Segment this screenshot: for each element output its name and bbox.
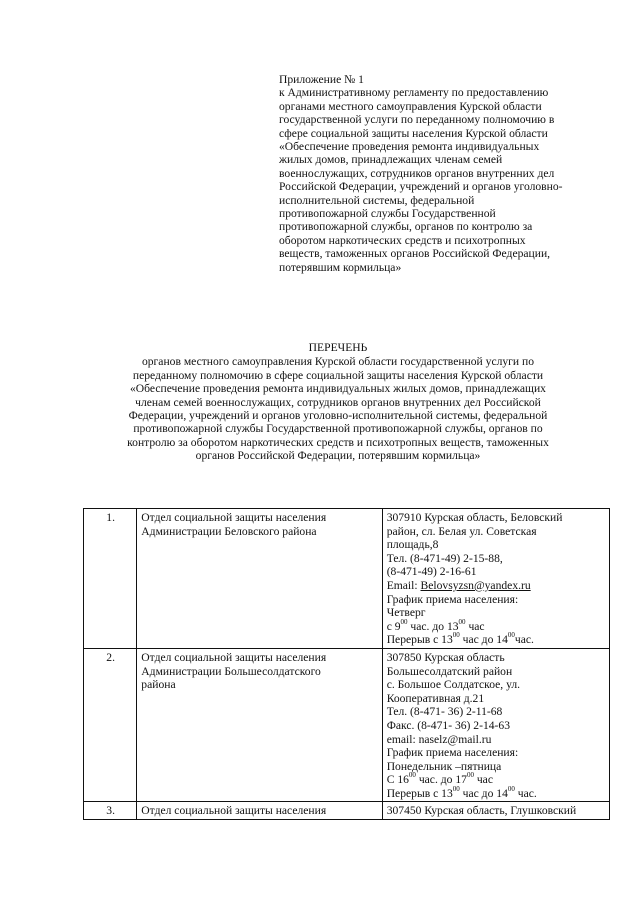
appendix-line: противопожарной службы, органов по контролю за bbox=[279, 220, 533, 234]
appendix-line: противопожарной службы Государственной bbox=[279, 207, 496, 221]
break-text: Перерыв с bbox=[386, 786, 442, 800]
office-name-line: района bbox=[141, 678, 176, 692]
title-line: противопожарной службы Государственной противопожарной службы, органов по bbox=[133, 422, 543, 436]
hours-from-minutes: 00 bbox=[408, 771, 416, 780]
table-row bbox=[84, 509, 610, 649]
hours-text: час. до bbox=[415, 773, 456, 787]
title-heading: ПЕРЕЧЕНЬ bbox=[308, 341, 368, 354]
appendix-line: исполнительной системы, федеральной bbox=[279, 193, 475, 207]
break-from-minutes: 00 bbox=[452, 785, 460, 794]
row-number: 1. bbox=[84, 509, 137, 649]
break-to-minutes: 00 bbox=[507, 631, 515, 640]
table-row bbox=[84, 802, 610, 820]
title-line: органов местного самоуправления Курской области государственной услуги по bbox=[141, 355, 535, 369]
break-from-minutes: 00 bbox=[452, 631, 460, 640]
address-line: 307850 Курская область bbox=[386, 650, 505, 664]
schedule-label: График приема населения: bbox=[386, 746, 519, 760]
appendix-line: сфере социальной защиты населения Курской области bbox=[279, 126, 548, 140]
email-link[interactable]: naselz@mail.ru bbox=[418, 732, 492, 746]
office-name-cell bbox=[137, 509, 382, 649]
phone-line: Тел. (8-471- 36) 2-11-68 bbox=[386, 705, 503, 719]
hours-text: С bbox=[386, 773, 398, 787]
break-hours bbox=[387, 787, 606, 801]
hours-text: с bbox=[386, 619, 395, 633]
address-line: с. Большое Солдатское, ул. bbox=[386, 678, 521, 692]
hours-text: час bbox=[465, 619, 485, 633]
address-line: площадь,8 bbox=[386, 538, 439, 552]
hours-to: 13 bbox=[446, 619, 459, 633]
hours-to-minutes: 00 bbox=[466, 771, 474, 780]
title-line: органов Российской Федерации, потерявшим кормильца» bbox=[195, 449, 481, 463]
email-line bbox=[387, 733, 606, 747]
email-line bbox=[387, 579, 606, 593]
email-label: email: bbox=[386, 732, 419, 746]
table-row bbox=[84, 648, 610, 802]
office-contacts-cell bbox=[382, 648, 609, 802]
address-line: 307450 Курская область, Глушковский bbox=[386, 804, 577, 818]
break-text: час. bbox=[514, 633, 534, 647]
appendix-line: потерявшим кормильца» bbox=[279, 260, 402, 274]
appendix-line: «Обеспечение проведения ремонта индивидуальных bbox=[279, 140, 540, 154]
hours-from-minutes: 00 bbox=[400, 617, 408, 626]
office-name-cell bbox=[137, 648, 382, 802]
break-from: 13 bbox=[441, 786, 453, 800]
appendix-line: Российской Федерации, учреждений и органов уголовно- bbox=[279, 180, 563, 194]
appendix-line: Приложение № 1 bbox=[279, 73, 364, 86]
address-line: район, сл. Белая ул. Советская bbox=[386, 524, 537, 538]
schedule-days: Четверг bbox=[386, 606, 426, 620]
address-line: Большесолдатский район bbox=[386, 664, 513, 678]
document-title bbox=[90, 341, 586, 463]
office-contacts-cell bbox=[382, 509, 609, 649]
break-hours bbox=[387, 633, 606, 647]
fax-line: Факс. (8-471- 36) 2-14-63 bbox=[386, 718, 511, 732]
row-number: 3. bbox=[84, 802, 137, 820]
schedule-days: Понедельник –пятница bbox=[386, 759, 502, 773]
row-number: 2. bbox=[84, 648, 137, 802]
break-to-minutes: 00 bbox=[507, 785, 515, 794]
break-text: час до bbox=[459, 633, 497, 647]
appendix-line: к Административному регламенту по предоставлению bbox=[279, 86, 549, 100]
title-line: переданному полномочию в сфере социальной защиты населения Курской области bbox=[132, 368, 544, 382]
address-line: Кооперативная д.21 bbox=[386, 691, 485, 705]
office-name-line: Отдел социальной защиты населения bbox=[141, 804, 327, 818]
office-name-cell bbox=[137, 802, 382, 820]
address-line: 307910 Курская область, Беловский bbox=[386, 511, 563, 524]
schedule-label: График приема населения: bbox=[386, 592, 519, 606]
appendix-line: военнослужащих, сотрудников органов внутренних дел bbox=[279, 166, 555, 180]
appendix-line: органами местного самоуправления Курской области bbox=[279, 99, 542, 113]
office-name-line: Администрации Беловского района bbox=[141, 524, 317, 538]
email-link[interactable]: Belovsyzsn@yandex.ru bbox=[420, 578, 531, 592]
break-to: 14 bbox=[496, 633, 508, 647]
hours-from: 9 bbox=[394, 619, 401, 633]
hours-text: час. до bbox=[407, 619, 447, 633]
title-line: Федерации, учреждений и органов уголовно-исполнительной системы, федеральной bbox=[128, 409, 548, 423]
reception-hours bbox=[387, 773, 606, 787]
break-to: 14 bbox=[496, 786, 508, 800]
break-text: час. bbox=[514, 786, 537, 800]
appendix-line: веществ, таможенных органов Российской Федерации, bbox=[279, 247, 551, 261]
hours-text: час bbox=[473, 773, 493, 787]
offices-table bbox=[83, 508, 610, 820]
reception-hours bbox=[386, 617, 606, 634]
office-name-line: Администрации Большесолдатского bbox=[141, 664, 321, 678]
office-contacts-cell bbox=[382, 802, 609, 820]
email-label: Email: bbox=[386, 578, 421, 592]
phone-line: Тел. (8-471-49) 2-15-88, bbox=[386, 551, 503, 565]
hours-from: 16 bbox=[397, 773, 409, 787]
appendix-header bbox=[279, 73, 609, 274]
break-text: час до bbox=[459, 786, 497, 800]
title-line: членам семей военнослужащих, сотрудников органов внутренних дел Российской bbox=[135, 395, 541, 409]
break-from: 13 bbox=[441, 633, 453, 647]
hours-to: 17 bbox=[455, 773, 467, 787]
title-line: контролю за оборотом наркотических средств и психотропных веществ, таможенных bbox=[127, 435, 549, 449]
title-line: «Обеспечение проведения ремонта индивидуальных жилых домов, принадлежащих bbox=[130, 382, 546, 396]
appendix-line: жилых домов, принадлежащих членам семей bbox=[279, 153, 503, 167]
hours-to-minutes: 00 bbox=[458, 617, 466, 626]
office-name-line: Отдел социальной защиты населения bbox=[141, 511, 327, 524]
break-text: Перерыв с bbox=[386, 633, 442, 647]
office-name-line: Отдел социальной защиты населения bbox=[141, 650, 327, 664]
appendix-line: оборотом наркотических средств и психотропных bbox=[279, 233, 526, 247]
appendix-line: государственной услуги по переданному полномочию в bbox=[279, 113, 555, 127]
phone-line: (8-471-49) 2-16-61 bbox=[386, 565, 477, 579]
